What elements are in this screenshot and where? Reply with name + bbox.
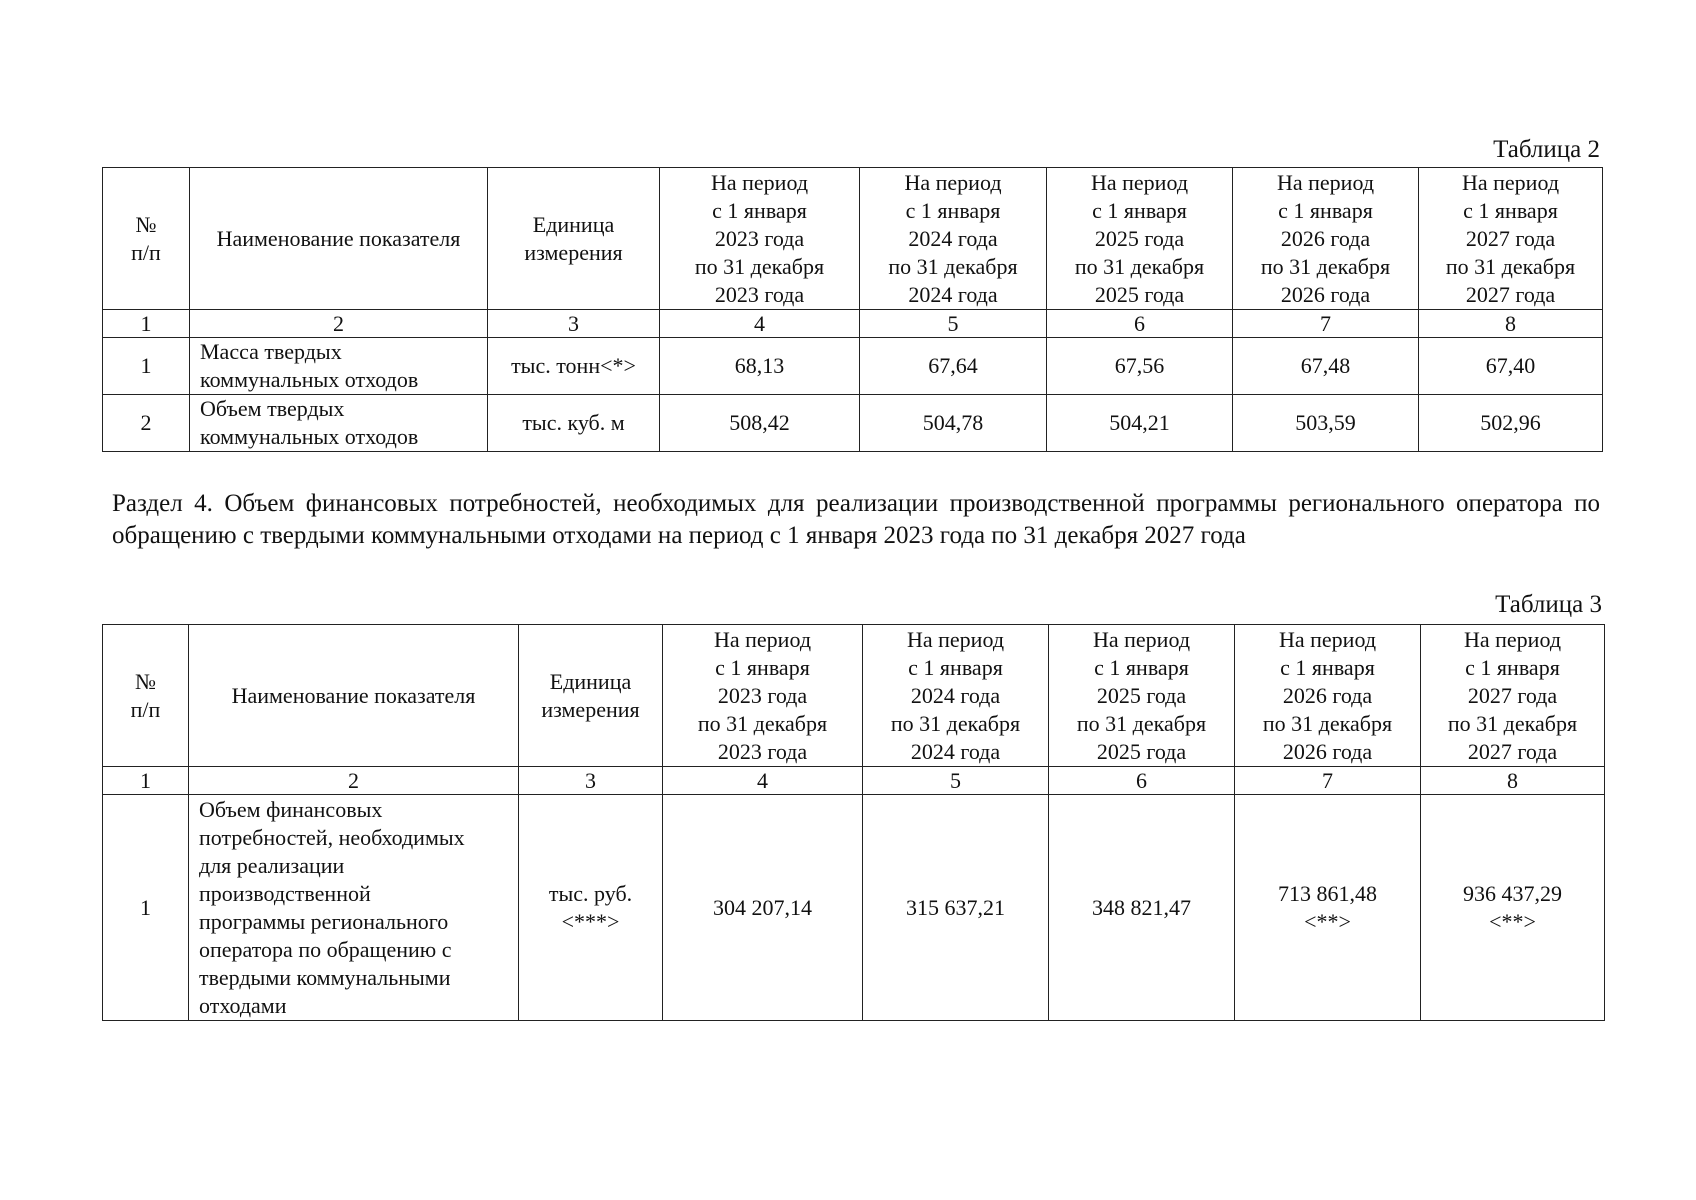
header-period-2024: На период с 1 января 2024 года по 31 декабря 2024 года [860,168,1047,310]
row-value: 304 207,14 [663,795,863,1021]
row-unit: тыс. куб. м [488,395,660,452]
row-value: 67,48 [1233,338,1419,395]
header-name: Наименование показателя [190,168,488,310]
row-num: 1 [103,338,190,395]
row-value: 713 861,48 <**> [1235,795,1421,1021]
col-number: 6 [1049,767,1235,795]
row-value: 67,56 [1047,338,1233,395]
header-period-2027: На период с 1 января 2027 года по 31 декабря 2027 года [1421,625,1605,767]
header-unit: Единица измерения [519,625,663,767]
col-number: 7 [1233,310,1419,338]
table3-header-row [103,625,1605,767]
table3 [102,624,1605,1021]
table2-column-numbers-row [103,310,1603,338]
header-period-2023: На период с 1 января 2023 года по 31 декабря 2023 года [663,625,863,767]
col-number: 8 [1421,767,1605,795]
row-value: 67,64 [860,338,1047,395]
col-number: 5 [860,310,1047,338]
col-number: 6 [1047,310,1233,338]
row-name: Масса твердых коммунальных отходов [190,338,488,395]
row-value: 68,13 [660,338,860,395]
table-row [103,338,1603,395]
table2-caption: Таблица 2 [1493,136,1600,163]
col-number: 2 [189,767,519,795]
header-num: № п/п [103,625,189,767]
row-name: Объем финансовых потребностей, необходимых для реализации производственной программы регионального оператора по обращению с твердыми коммунальными отходами [189,795,519,1021]
row-unit: тыс. руб. <***> [519,795,663,1021]
table2 [102,167,1603,452]
row-value: 503,59 [1233,395,1419,452]
row-value: 504,78 [860,395,1047,452]
section4-heading: Раздел 4. Объем финансовых потребностей, необходимых для реализации производственной программы регионального оператора по обращению с твердыми коммунальными отходами на период с 1 января 2023 года по 31 декабря 2027 года [112,490,1600,549]
header-period-2023: На период с 1 января 2023 года по 31 декабря 2023 года [660,168,860,310]
row-value: 508,42 [660,395,860,452]
row-value: 504,21 [1047,395,1233,452]
col-number: 4 [660,310,860,338]
col-number: 1 [103,310,190,338]
header-name: Наименование показателя [189,625,519,767]
header-period-2024: На период с 1 января 2024 года по 31 декабря 2024 года [863,625,1049,767]
col-number: 2 [190,310,488,338]
row-num: 2 [103,395,190,452]
row-value: 348 821,47 [1049,795,1235,1021]
col-number: 8 [1419,310,1603,338]
table-row [103,795,1605,1021]
table-row [103,395,1603,452]
header-period-2027: На период с 1 января 2027 года по 31 декабря 2027 года [1419,168,1603,310]
row-name: Объем твердых коммунальных отходов [190,395,488,452]
header-period-2026: На период с 1 января 2026 года по 31 декабря 2026 года [1233,168,1419,310]
header-period-2025: На период с 1 января 2025 года по 31 декабря 2025 года [1047,168,1233,310]
row-value: 67,40 [1419,338,1603,395]
table3-column-numbers-row [103,767,1605,795]
col-number: 3 [519,767,663,795]
col-number: 7 [1235,767,1421,795]
row-value: 315 637,21 [863,795,1049,1021]
col-number: 5 [863,767,1049,795]
row-num: 1 [103,795,189,1021]
row-value: 936 437,29 <**> [1421,795,1605,1021]
table2-header-row [103,168,1603,310]
header-period-2026: На период с 1 января 2026 года по 31 декабря 2026 года [1235,625,1421,767]
row-value: 502,96 [1419,395,1603,452]
header-period-2025: На период с 1 января 2025 года по 31 декабря 2025 года [1049,625,1235,767]
col-number: 4 [663,767,863,795]
table3-caption: Таблица 3 [1495,591,1602,618]
col-number: 1 [103,767,189,795]
header-unit: Единица измерения [488,168,660,310]
header-num: № п/п [103,168,190,310]
col-number: 3 [488,310,660,338]
row-unit: тыс. тонн<*> [488,338,660,395]
